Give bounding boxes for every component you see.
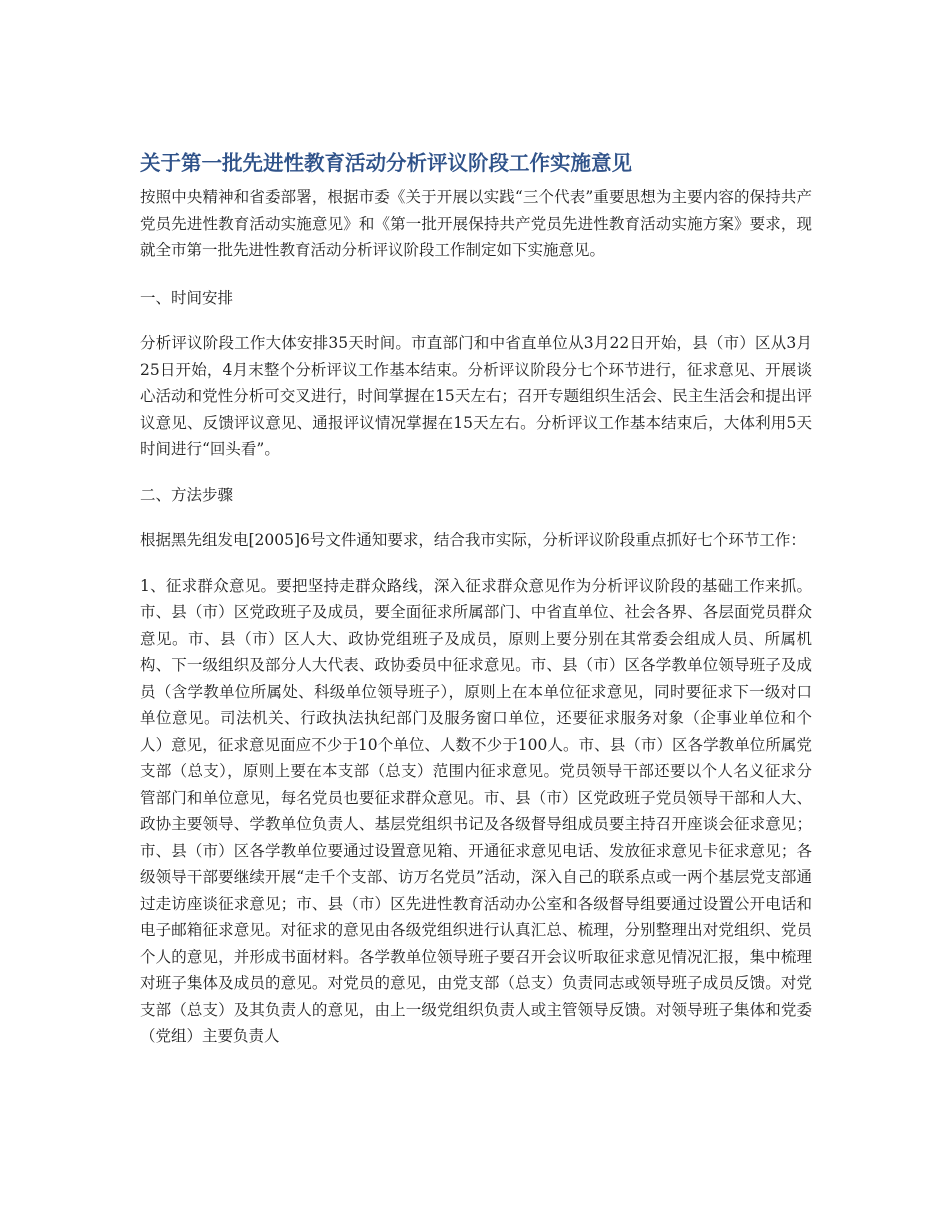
section-heading-time-schedule: 一、时间安排 — [140, 288, 234, 307]
methods-intro-paragraph: 根据黑先组发电[2005]6号文件通知要求，结合我市实际，分析评议阶段重点抓好七个环节工作： — [140, 531, 806, 549]
section-heading-methods-steps: 二、方法步骤 — [140, 485, 234, 504]
document-title: 关于第一批先进性教育活动分析评议阶段工作实施意见 — [140, 151, 632, 175]
time-schedule-paragraph: 分析评议阶段工作大体安排35天时间。市直部门和中省直单位从3月22日开始，县（市）区从3月25日开始，4月末整个分析评议工作基本结束。分析评议阶段分七个环节进行，征求意见、开展谈心活动和党性分析可交叉进行，时间掌握在15天左右；召开专题组织生活会、民主生活会和提出评议意见、反馈评议意见、通报评议情况掌握在15天左右。分析评议工作基本结束后，大体利用5天时间进行“回头看”。 — [140, 334, 812, 458]
step-1-paragraph: 1、征求群众意见。要把坚持走群众路线，深入征求群众意见作为分析评议阶段的基础工作来抓。市、县（市）区党政班子及成员，要全面征求所属部门、中省直单位、社会各界、各层面党员群众意见。市、县（市）区人大、政协党组班子及成员，原则上要分别在其常委会组成人员、所属机构、下一级组织及部分人大代表、政协委员中征求意见。市、县（市）区各学教单位领导班子及成员（含学教单位所属处、科级单位领导班子），原则上在本单位征求意见，同时要征求下一级对口单位意见。司法机关、行政执法执纪部门及服务窗口单位，还要征求服务对象（企事业单位和个人）意见，征求意见面应不少于10个单位、人数不少于100人。市、县（市）区各学教单位所属党支部（总支），原则上要在本支部（总支）范围内征求意见。党员领导干部还要以个人名义征求分管部门和单位意见，每名党员也要征求群众意见。市、县（市）区党政班子党员领导干部和人大、政协主要领导、学教单位负责人、基层党组织书记及各级督导组成员要主持召开座谈会征求意见；市、县（市）区各学教单位要通过设置意见箱、开通征求意见电话、发放征求意见卡征求意见；各级领导干部要继续开展“走千个支部、访万名党员”活动，深入自己的联系点或一两个基层党支部通过走访座谈征求意见；市、县（市）区先进性教育活动办公室和各级督导组要通过设置公开电话和电子邮箱征求意见。对征求的意见由各级党组织进行认真汇总、梳理，分别整理出对党组织、党员个人的意见，并形成书面材料。各学教单位领导班子要召开会议听取征求意见情况汇报，集中梳理对班子集体及成员的意见。对党员的意见，由党支部（总支）负责同志或领导班子成员反馈。对党支部（总支）及其负责人的意见，由上一级党组织负责人或主管领导反馈。对领导班子集体和党委（党组）主要负责人 — [140, 576, 812, 1045]
document-page — [140, 148, 812, 1050]
intro-paragraph: 按照中央精神和省委部署，根据市委《关于开展以实践“三个代表”重要思想为主要内容的保持共产党员先进性教育活动实施意见》和《第一批开展保持共产党员先进性教育活动实施方案》要求，现就全市第一批先进性教育活动分析评议阶段工作制定如下实施意见。 — [140, 188, 812, 259]
